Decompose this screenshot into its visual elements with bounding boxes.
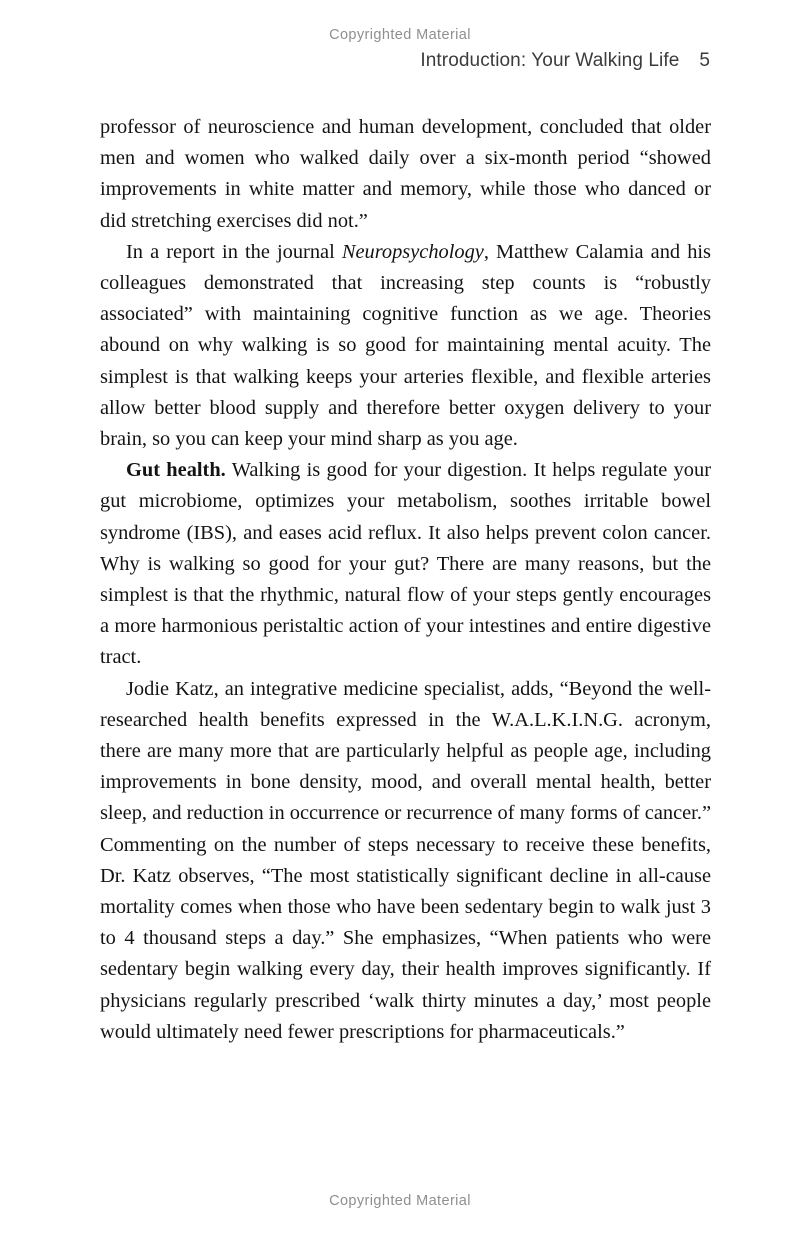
paragraph-neuropsychology: [100, 237, 711, 455]
page-number: 5: [699, 50, 710, 71]
copyright-watermark-bottom: Copyrighted Material: [329, 1193, 471, 1209]
paragraph-gut-health-text: Walking is good for your digestion. It helps regulate your gut microbiome, optimizes your metabolism, soothes irritable bowel syndrome (IBS), and eases acid reflux. It also helps prevent colon cancer. Why is walking so good for your gut? There are many reasons, but the simplest is that the rhythmic, natural flow of your steps gently encourages a more harmonious peristaltic action of your intestines and entire digestive tract.: [100, 459, 711, 669]
paragraph-gut-health: [100, 455, 711, 673]
paragraph-continuation: professor of neuroscience and human development, concluded that older men and women who walked daily over a six-month period “showed improvements in white matter and memory, while those who danced or did stretching exercises did not.”: [100, 116, 711, 232]
paragraph-jodie-katz: Jodie Katz, an integrative medicine specialist, adds, “Beyond the well-researched health benefits expressed in the W.A.L.K.I.N.G. acronym, there are many more that are particularly helpful as people age, including improvements in bone density, mood, and overall mental health, better sleep, and reduction in occurrence or recurrence of many forms of cancer.” Commenting on the number of steps necessary to receive these benefits, Dr. Katz observes, “The most statistically significant decline in all-cause mortality comes when those who have been sedentary begin to walk just 3 to 4 thousand steps a day.” She emphasizes, “When patients who were sedentary begin walking every day, their health improves significantly. If physicians regularly prescribed ‘walk thirty minutes a day,’ most people would ultimately need fewer prescriptions for pharmaceuticals.”: [100, 677, 711, 1043]
journal-title: Neuropsychology: [341, 240, 484, 263]
paragraph-text-part-1: In a report in the journal: [126, 240, 342, 263]
running-head-title: Introduction: Your Walking Life: [420, 50, 680, 71]
section-lead-in-gut-health: Gut health.: [126, 459, 226, 482]
body-text: [100, 112, 711, 1048]
paragraph-text-part-2: , Matthew Calamia and his colleagues demonstrated that increasing step counts is “robustly associated” with maintaining cognitive function as we age. Theories abound on why walking is so good for maintaining mental acuity. The simplest is that walking keeps your arteries flexible, and flexible arteries allow better blood supply and therefore better oxygen delivery to your brain, so you can keep your mind sharp as you age.: [100, 240, 711, 451]
copyright-watermark-top: Copyrighted Material: [329, 27, 471, 43]
running-head: [100, 50, 710, 72]
